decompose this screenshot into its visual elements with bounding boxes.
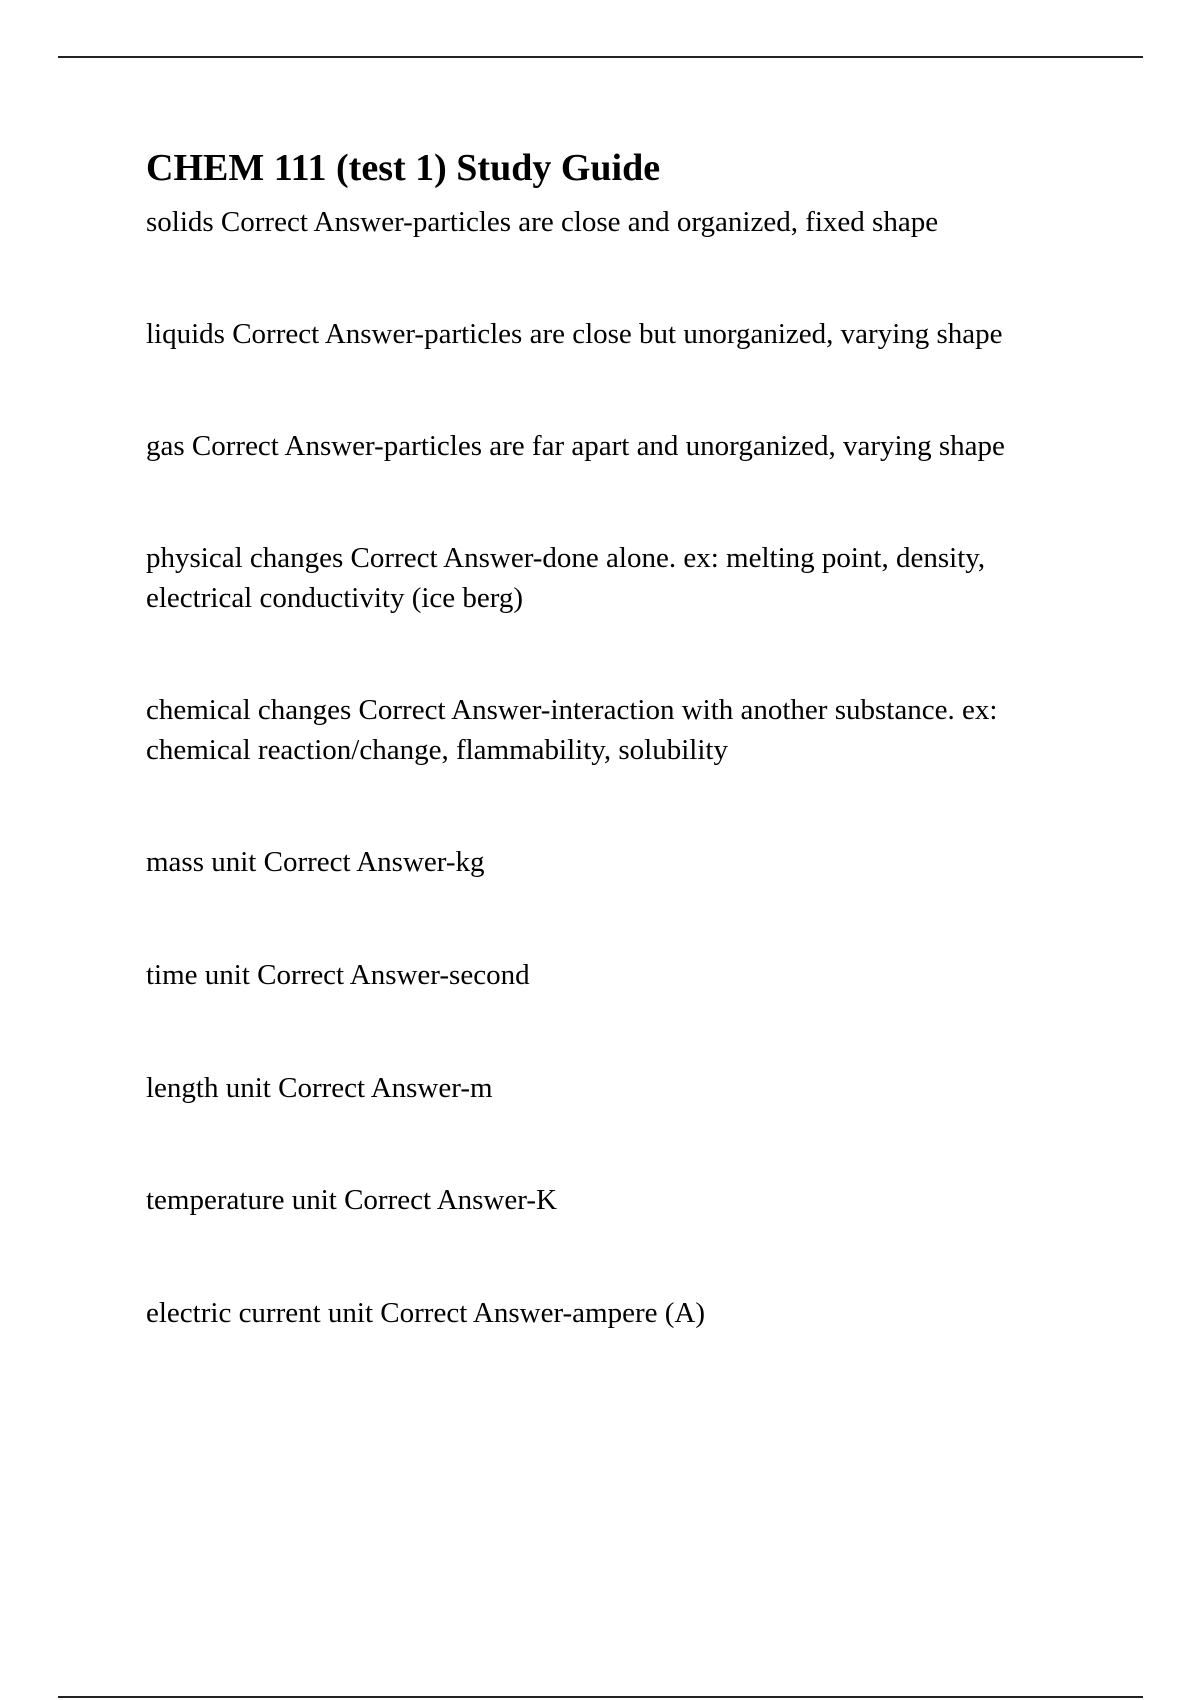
document-title: CHEM 111 (test 1) Study Guide (146, 147, 661, 189)
study-entries (146, 202, 1086, 1333)
entry-liquids: liquids Correct Answer-particles are close but unorganized, varying shape (146, 318, 1003, 350)
bottom-rule (58, 1696, 1143, 1698)
entry-time-unit: time unit Correct Answer-second (146, 959, 530, 991)
entry-electric-current-unit: electric current unit Correct Answer-ampere (A) (146, 1297, 706, 1329)
entry-physical-changes: physical changes Correct Answer-done alone. ex: melting point, density, electrical conductivity (ice berg) (146, 542, 986, 614)
top-rule (58, 56, 1143, 58)
entry-gas: gas Correct Answer-particles are far apart and unorganized, varying shape (146, 430, 1005, 462)
entry-length-unit: length unit Correct Answer-m (146, 1072, 493, 1104)
entry-mass-unit: mass unit Correct Answer-kg (146, 846, 485, 878)
entry-chemical-changes: chemical changes Correct Answer-interaction with another substance. ex: chemical reaction/change, flammability, solubility (146, 694, 998, 766)
document-body (146, 144, 1086, 1333)
entry-temperature-unit: temperature unit Correct Answer-K (146, 1184, 557, 1216)
entry-solids: solids Correct Answer-particles are close and organized, fixed shape (146, 206, 939, 238)
